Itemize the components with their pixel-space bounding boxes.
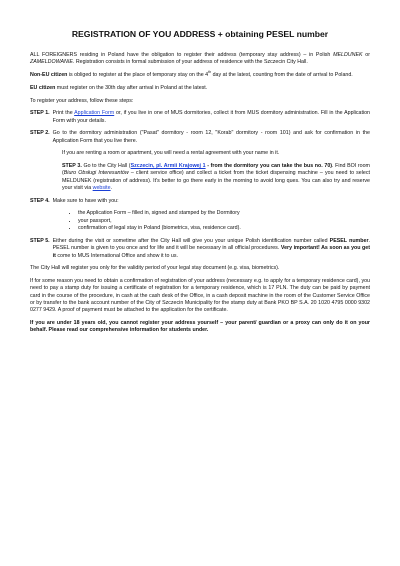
application-form-link[interactable]: Application Form — [74, 110, 115, 117]
step-3 — [62, 163, 370, 192]
list-item: • the Application Form – filled in, signed and stamped by the Dormitory — [78, 210, 370, 217]
page-title: REGISTRATION OF YOU ADDRESS + obtaining PESEL number — [71, 29, 329, 39]
city-hall-address-link[interactable]: Szczecin, pl. Armii Krajowej 1 — [130, 163, 206, 170]
step-text-part: Either during the visit or sometime after the City Hall will give you your unique Polish identification number called — [52, 238, 330, 245]
intro-text: ALL FOREIGNERS residing in Poland have the obligation to register their address (temporary stay address) – in Polish — [30, 52, 334, 58]
step-text: Make sure to have with you: — [52, 197, 119, 204]
eu-paragraph — [30, 85, 370, 92]
step-text: Go to the dormitory administration ("Pasat" dormitory - room 12, "Korab" dormitory - room 101) and ask for confirmation in the Application Form that you live there. — [52, 130, 370, 144]
renting-note: If you are renting a room or apartment, you will need a rental agreement with your name in it. — [62, 150, 280, 157]
step-text-part: . — [110, 184, 113, 191]
term-meldunek: MELDUNEK — [333, 52, 363, 58]
step-text-part: come to MUS International Office and show it to us. — [55, 252, 178, 259]
steps-intro: To register your address, follow these steps: — [30, 97, 134, 104]
intro-text: or — [362, 52, 370, 58]
validity-paragraph: The City Hall will register you only for the validity period of your legal stay document (e.g. visa, biometrics). — [30, 265, 280, 272]
step-text-part: Go to the City Hall ( — [81, 163, 131, 170]
confirmation-paragraph: If for some reason you need to obtain a confirmation of registration of your address (necessary e.g. to apply for a temporary residence card), you need to pay a stamp duty for issuing a certificate of registration for a temporary residence, which is 17 PLN. The duty can be paid by payment card in the course of the procedure, in cash at the cash desk of the Office, in a cash deposit machine in the room of the Customer Service Office or by transfer to the bank account number of the City of Szczecin Municipality for the stamp duty at Bank PKO BP S.A. 20 1020 4795 0000 9302 0277 9429. A proof of payment must be attached to the application for the certificate. — [30, 278, 370, 314]
step-text-part: . PESEL number is given to you once and for life and it will be necessary in all official procedures. — [52, 238, 370, 252]
step-text-part: Print the — [52, 110, 75, 117]
non-eu-paragraph — [30, 72, 370, 79]
ordinal-suffix: th — [208, 70, 212, 75]
reservation-website-link[interactable]: website — [92, 184, 111, 191]
step-2 — [30, 130, 370, 144]
step-text-part: – client service office) and collect a ticket from the ticket dispensing machine – you need to select MELDUNEK (registration of address). It's better to go there early in the morning to avoid long ques. You can also try and reserve your visit via — [62, 170, 370, 191]
step-label: STEP 2. — [30, 130, 50, 137]
non-eu-text: day at the latest, counting from the date of arrival to Poland. — [211, 72, 353, 78]
term-zameldowanie: ZAMELDOWANIE — [30, 59, 73, 66]
documents-list — [30, 210, 370, 232]
under-18-paragraph: If you are under 18 years old, you cannot register your address yourself – your parent/ guardian or a proxy can only do it on your behalf. Please read our comprehensive information for students under. — [30, 319, 370, 334]
step-label: STEP 5. — [30, 238, 50, 245]
step-text — [53, 238, 370, 260]
step-text — [53, 110, 370, 124]
step-label: STEP 1. — [30, 110, 50, 117]
step-5 — [30, 238, 370, 260]
non-eu-text: is obliged to register at the place of temporary stay on the 4 — [67, 72, 209, 78]
step-text-part: or, if you live in one of MUS dormitories, collect it from MUS dormitory administration. Fill in the Application Form with your details. — [52, 110, 370, 124]
step-label: STEP 3. — [62, 163, 82, 170]
eu-label: EU citizen — [30, 84, 56, 91]
term-boi: Biuro Obsługi Interesantów — [63, 170, 129, 177]
step-label: STEP 4. — [30, 197, 50, 204]
list-item: • your passport, — [78, 218, 370, 225]
non-eu-label: Non-EU citizen — [30, 72, 68, 78]
bus-info: - from the dormitory you can take the bus no. 70) — [205, 163, 333, 170]
intro-text: . Registration consists in formal submission of your address of residence with the Szczecin City Hall. — [72, 59, 308, 66]
list-item: • confirmation of legal stay in Poland (biometrics, visa, residence card). — [78, 225, 370, 232]
pesel-term: PESEL number — [329, 238, 369, 245]
step-1 — [30, 110, 370, 124]
important-note: Very important! As soon as you get it — [52, 245, 370, 259]
intro-paragraph — [30, 52, 370, 66]
step-4 — [30, 198, 370, 205]
eu-text: must register on the 30th day after arrival in Poland at the latest. — [55, 84, 208, 91]
step-text-part: . Find BOI room ( — [62, 163, 370, 177]
